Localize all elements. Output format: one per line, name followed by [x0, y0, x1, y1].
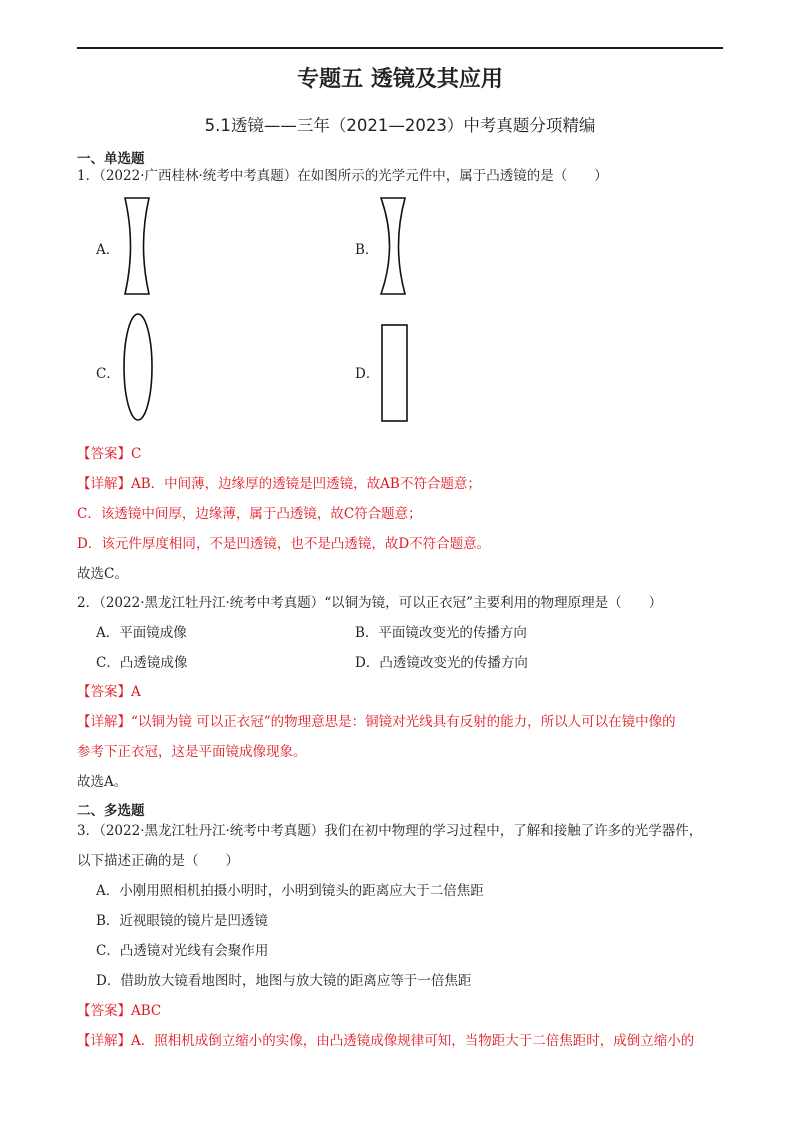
- q3-option-b: B．近视眼镜的镜片是凹透镜: [96, 913, 268, 929]
- q1-conclusion: 故选C。: [77, 566, 128, 582]
- q1-option-d-label: D．: [355, 366, 380, 382]
- q2-stem: 2．（2022·黑龙江牡丹江·统考中考真题）“以铜为镜，可以正衣冠”主要利用的物理原理是（ ）: [77, 595, 663, 611]
- meniscus-lens-figure: [378, 195, 410, 297]
- answer-tag: 【答案】: [77, 684, 131, 700]
- detail-tag: 【详解】: [77, 476, 131, 492]
- q2-conclusion: 故选A。: [77, 774, 128, 790]
- q3-option-a: A．小刚用照相机拍摄小明时，小明到镜头的距离应大于二倍焦距: [96, 883, 484, 899]
- detail-tag: 【详解】: [77, 1033, 131, 1049]
- detail-text: “以铜为镜 可以正衣冠”的物理意思是：铜镜对光线具有反射的能力，所以人可以在镜中像的: [131, 714, 676, 730]
- answer-value: C: [131, 446, 142, 462]
- q3-option-c: C．凸透镜对光线有会聚作用: [96, 943, 269, 959]
- q1-detail-2: C．该透镜中间厚，边缘薄，属于凸透镜，故C符合题意；: [77, 506, 422, 522]
- answer-tag: 【答案】: [77, 1003, 131, 1019]
- detail-text: A．照相机成倒立缩小的实像，由凸透镜成像规律可知，当物距大于二倍焦距时，成倒立缩小的: [131, 1033, 695, 1049]
- q1-option-a-label: A．: [96, 242, 120, 258]
- q2-detail-2: 参考下正衣冠，这是平面镜成像现象。: [77, 744, 307, 760]
- q2-option-d: D．凸透镜改变光的传播方向: [355, 655, 528, 671]
- q3-option-d: D．借助放大镜看地图时，地图与放大镜的距离应等于一倍焦距: [96, 973, 472, 989]
- section-heading-single: 一、单选题: [77, 151, 145, 167]
- q3-detail-1: [77, 1032, 694, 1050]
- page-subtitle: 5.1透镜——三年（2021—2023）中考真题分项精编: [204, 116, 596, 135]
- q2-answer: [77, 683, 141, 701]
- q3-stem-line-2: 以下描述正确的是（ ）: [77, 853, 239, 869]
- detail-text: AB．中间薄，边缘厚的透镜是凹透镜，故AB不符合题意；: [131, 476, 481, 492]
- section-heading-multi: 二、多选题: [77, 803, 145, 819]
- q1-answer: [77, 445, 141, 463]
- q1-option-c-label: C．: [96, 366, 120, 382]
- q3-stem-line-1: 3．（2022·黑龙江牡丹江·统考中考真题）我们在初中物理的学习过程中，了解和接触了许多的光学器件，: [77, 823, 703, 839]
- q1-option-b-label: B．: [355, 242, 379, 258]
- q2-option-c: C．凸透镜成像: [96, 655, 188, 671]
- answer-tag: 【答案】: [77, 446, 131, 462]
- q2-option-b: B．平面镜改变光的传播方向: [355, 625, 527, 641]
- q1-detail-1: [77, 475, 481, 493]
- q3-answer: [77, 1002, 161, 1020]
- q2-option-a: A．平面镜成像: [96, 625, 187, 641]
- q1-stem: 1．（2022·广西桂林·统考中考真题）在如图所示的光学元件中，属于凸透镜的是（ ）: [77, 168, 608, 184]
- header-rule: [77, 47, 723, 49]
- q2-detail-1: [77, 713, 676, 731]
- convex-lens-figure: [120, 310, 156, 424]
- detail-tag: 【详解】: [77, 714, 131, 730]
- concave-lens-figure: [120, 195, 152, 297]
- flat-glass-figure: [380, 323, 410, 423]
- page-title: 专题五 透镜及其应用: [297, 67, 503, 92]
- answer-value: A: [131, 684, 141, 700]
- q1-detail-3: D．该元件厚度相同，不是凹透镜，也不是凸透镜，故D不符合题意。: [77, 536, 491, 552]
- answer-value: ABC: [131, 1003, 162, 1019]
